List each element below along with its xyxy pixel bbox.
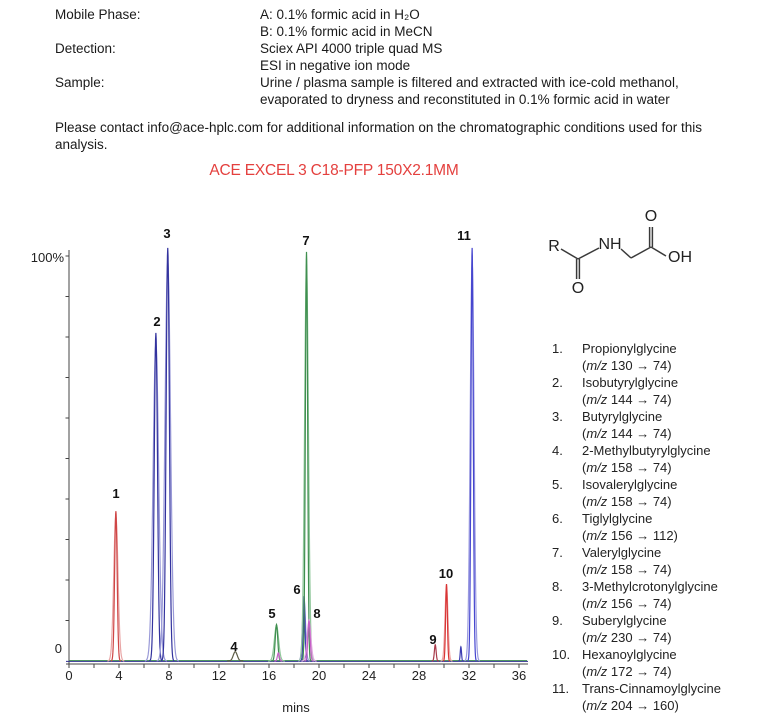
legend-compound-name: 3-Methylcrotonylglycine bbox=[582, 579, 718, 594]
legend-item bbox=[548, 442, 762, 476]
peak-label-11: 11 bbox=[457, 228, 471, 243]
legend-compound-name: Isobutyrylglycine bbox=[582, 375, 679, 390]
legend-compound-name: Valerylglycine bbox=[582, 545, 662, 560]
peak-label-7: 7 bbox=[302, 233, 310, 248]
peak-trace-minor bbox=[458, 647, 463, 661]
legend-mz-transition: (m/z 158 → 74) bbox=[582, 460, 672, 475]
legend-item bbox=[548, 680, 762, 714]
peak-label-4: 4 bbox=[230, 639, 238, 654]
bond bbox=[621, 249, 631, 258]
structure-oh-label: OH bbox=[668, 249, 692, 266]
condition-value-line: Sciex API 4000 triple quad MS bbox=[260, 41, 443, 56]
peak-label-3: 3 bbox=[163, 226, 171, 241]
legend-mz-transition: (m/z 156 → 74) bbox=[582, 596, 672, 611]
peak-trace-2 bbox=[149, 333, 162, 661]
bond bbox=[651, 247, 666, 256]
condition-value-line: Urine / plasma sample is filtered and extracted with ice-cold methanol, bbox=[260, 75, 679, 90]
legend-item bbox=[548, 578, 762, 612]
conditions-block bbox=[55, 6, 679, 108]
contact-note: Please contact info@ace-hplc.com for additional information on the chromatographic conditions used for this analysis. bbox=[55, 120, 703, 152]
x-tick-label: 0 bbox=[65, 668, 73, 683]
structure-nh-label: NH bbox=[598, 236, 622, 253]
legend-mz-transition: (m/z 204 → 160) bbox=[582, 698, 679, 713]
legend-item bbox=[548, 476, 762, 510]
x-tick-label: 8 bbox=[165, 668, 173, 683]
legend-compound-name: 2-Methylbutyrylglycine bbox=[582, 443, 711, 458]
peak-label-6: 6 bbox=[293, 582, 301, 597]
legend-mz-transition: (m/z 158 → 74) bbox=[582, 494, 672, 509]
bond bbox=[631, 247, 651, 258]
legend-item-number: 2. bbox=[552, 375, 563, 390]
legend-mz-transition: (m/z 144 → 74) bbox=[582, 392, 672, 407]
legend-compound-name: Hexanoylglycine bbox=[582, 647, 677, 662]
legend-item-number: 11. bbox=[552, 681, 570, 696]
x-tick-label: 4 bbox=[115, 668, 123, 683]
legend-item bbox=[548, 646, 762, 680]
legend-compound-name: Suberylglycine bbox=[582, 613, 667, 628]
condition-values bbox=[260, 6, 433, 40]
structure-amide-oxygen-label: O bbox=[571, 280, 585, 297]
column-title: ACE EXCEL 3 C18-PFP 150X2.1MM bbox=[209, 162, 459, 179]
condition-value-line: A: 0.1% formic acid in H₂O bbox=[260, 7, 420, 22]
condition-row-sample bbox=[55, 74, 679, 108]
condition-value-line: ESI in negative ion mode bbox=[260, 58, 411, 73]
legend-item-number: 5. bbox=[552, 477, 563, 492]
legend-mz-transition: (m/z 158 → 74) bbox=[582, 562, 672, 577]
legend-item bbox=[548, 408, 762, 442]
legend-item bbox=[548, 374, 762, 408]
peak-label-1: 1 bbox=[112, 486, 120, 501]
legend-item-number: 8. bbox=[552, 579, 563, 594]
peak-trace-3 bbox=[161, 248, 174, 661]
condition-label: Mobile Phase: bbox=[55, 7, 141, 22]
condition-values bbox=[260, 74, 679, 108]
x-tick-label: 36 bbox=[511, 668, 527, 683]
condition-row-detection bbox=[55, 40, 679, 74]
legend-mz-transition: (m/z 130 → 74) bbox=[582, 358, 672, 373]
structure-r-label: R bbox=[548, 238, 560, 255]
legend-mz-transition: (m/z 172 → 74) bbox=[582, 664, 672, 679]
condition-value-line: B: 0.1% formic acid in MeCN bbox=[260, 24, 433, 39]
legend-compound-name: Tiglylglycine bbox=[582, 511, 653, 526]
legend-item-number: 9. bbox=[552, 613, 563, 628]
peak-label-8: 8 bbox=[313, 606, 321, 621]
legend-item bbox=[548, 510, 762, 544]
legend-compound-name: Isovalerylglycine bbox=[582, 477, 678, 492]
legend-item-number: 6. bbox=[552, 511, 563, 526]
structure-acid-oxygen-label: O bbox=[644, 208, 658, 225]
x-tick-label: 32 bbox=[461, 668, 477, 683]
x-axis-title: mins bbox=[282, 700, 310, 715]
compound-legend bbox=[548, 340, 762, 714]
legend-compound-name: Trans-Cinnamoylglycine bbox=[582, 681, 721, 696]
bond bbox=[561, 249, 578, 259]
legend-item-number: 7. bbox=[552, 545, 563, 560]
x-tick-label: 12 bbox=[211, 668, 227, 683]
condition-label: Detection: bbox=[55, 41, 116, 56]
peak-label-9: 9 bbox=[429, 632, 437, 647]
legend-item-number: 4. bbox=[552, 443, 563, 458]
legend-mz-transition: (m/z 230 → 74) bbox=[582, 630, 672, 645]
legend-compound-name: Butyrylglycine bbox=[582, 409, 663, 424]
peak-label-5: 5 bbox=[268, 606, 276, 621]
peak-trace-halo bbox=[268, 626, 285, 661]
condition-value-line: evaporated to dryness and reconstituted in 0.1% formic acid in water bbox=[260, 92, 670, 107]
condition-row-mobile-phase bbox=[55, 6, 679, 40]
y-axis-bottom-label: 0 bbox=[54, 641, 62, 656]
peak-trace-1 bbox=[111, 511, 121, 661]
legend-item-number: 3. bbox=[552, 409, 563, 424]
x-tick-label: 28 bbox=[411, 668, 427, 683]
acylglycine-structure bbox=[538, 200, 718, 310]
condition-values bbox=[260, 40, 442, 74]
peak-trace-halo bbox=[299, 264, 314, 661]
legend-item-number: 10. bbox=[552, 647, 571, 662]
legend-item bbox=[548, 612, 762, 646]
x-tick-label: 16 bbox=[261, 668, 277, 683]
legend-item-number: 1. bbox=[552, 341, 563, 356]
peak-label-2: 2 bbox=[153, 314, 161, 329]
x-tick-label: 24 bbox=[361, 668, 377, 683]
peak-trace-5 bbox=[272, 625, 282, 661]
legend-item bbox=[548, 340, 762, 374]
condition-label: Sample: bbox=[55, 75, 105, 90]
bond bbox=[578, 248, 599, 259]
legend-mz-transition: (m/z 144 → 74) bbox=[582, 426, 672, 441]
peak-label-10: 10 bbox=[438, 566, 454, 581]
legend-item bbox=[548, 544, 762, 578]
peak-trace-halo bbox=[464, 260, 479, 661]
peak-trace-halo bbox=[107, 516, 124, 661]
legend-compound-name: Propionylglycine bbox=[582, 341, 677, 356]
chromatogram-svg bbox=[25, 205, 535, 727]
y-axis-top-label: 100% bbox=[30, 250, 64, 265]
x-tick-label: 20 bbox=[311, 668, 327, 683]
peak-trace-9 bbox=[432, 645, 439, 661]
legend-mz-transition: (m/z 156 → 112) bbox=[582, 528, 678, 543]
